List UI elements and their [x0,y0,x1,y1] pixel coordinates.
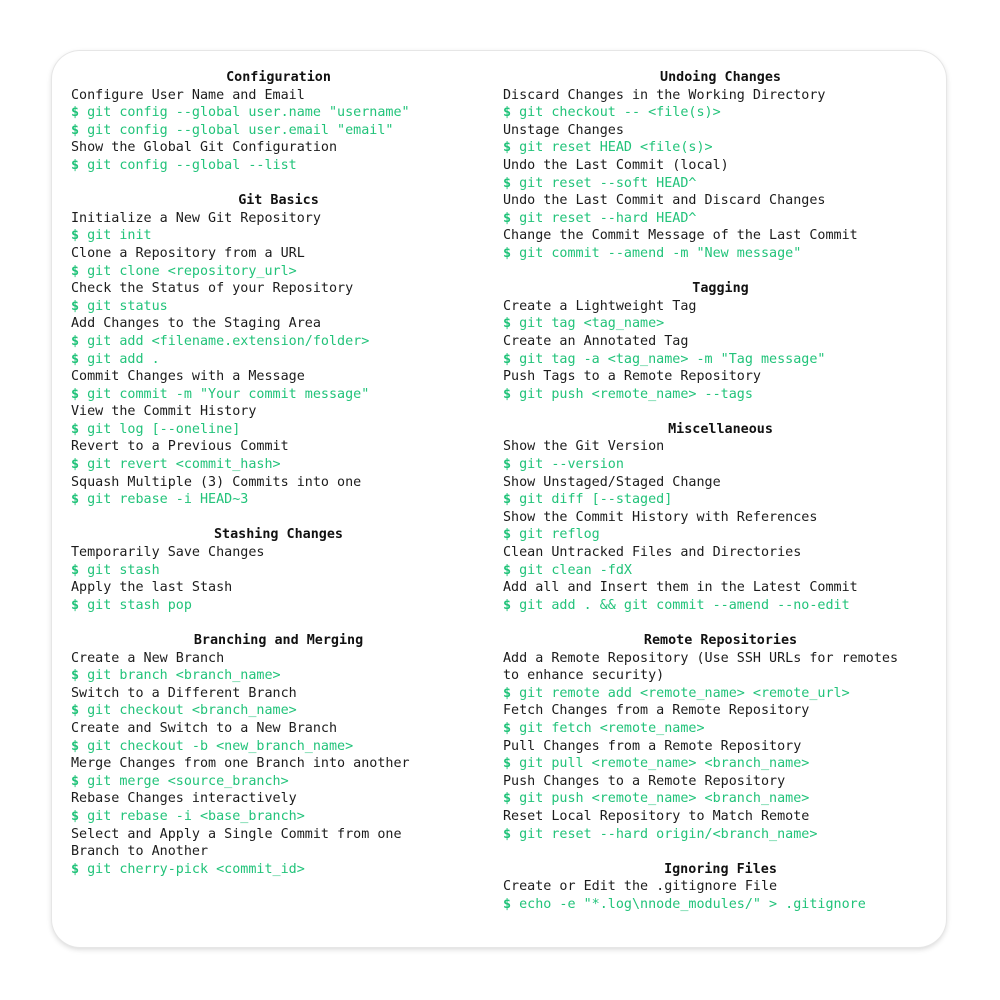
description-line: Create or Edit the .gitignore File [503,879,778,895]
description-line: to enhance security) [503,668,665,684]
command-text: git --version [519,457,624,473]
command-line [71,667,486,685]
command-text: git log [--oneline] [87,421,241,437]
command-text: git checkout -- <file(s)> [519,105,721,121]
command-line [71,263,486,281]
description-line: Temporarily Save Changes [71,545,265,561]
command-line [71,157,486,175]
command-text: git push <remote_name> <branch_name> [519,791,810,807]
section-title: Undoing Changes [660,70,781,85]
command-line [503,139,938,157]
command-text: git revert <commit_hash> [87,457,281,473]
command-text: git config --global user.name "username" [87,105,410,121]
prompt-symbol: $ [503,756,512,772]
prompt-symbol: $ [71,263,80,279]
section-spacer [503,263,938,281]
section-stashing-changes [71,526,486,614]
command-text: git reset --soft HEAD^ [519,175,697,191]
command-text: git checkout -b <new_branch_name> [87,738,354,754]
command-line [503,491,938,509]
prompt-symbol: $ [71,492,80,508]
prompt-symbol: $ [503,720,512,736]
command-text: git checkout <branch_name> [87,703,297,719]
left-column [71,69,486,878]
description-line: Check the Status of your Repository [71,281,354,297]
section-miscellaneous [503,421,938,615]
description-line: Rebase Changes interactively [71,791,297,807]
section-undoing-changes [503,69,938,263]
section-title: Configuration [226,70,331,85]
prompt-symbol: $ [503,826,512,842]
command-text: echo -e "*.log\nnode_modules/" > .gitignore [519,896,866,912]
command-line [71,386,486,404]
command-text: git cherry-pick <commit_id> [87,861,305,877]
prompt-symbol: $ [503,685,512,701]
description-line: Apply the last Stash [71,580,233,596]
description-line: Show the Global Git Configuration [71,140,338,156]
description-line: Branch to Another [71,844,209,860]
description-line: Change the Commit Message of the Last Commit [503,228,858,244]
command-line [503,826,938,844]
command-text: git fetch <remote_name> [519,720,705,736]
command-text: git remote add <remote_name> <remote_url> [519,685,850,701]
prompt-symbol: $ [503,457,512,473]
command-line [503,456,938,474]
command-text: git clean -fdX [519,562,632,578]
command-text: git diff [--staged] [519,492,673,508]
command-line [71,808,486,826]
section-spacer [71,614,486,632]
section-spacer [503,403,938,421]
section-title: Tagging [692,281,749,297]
prompt-symbol: $ [503,105,512,121]
prompt-symbol: $ [71,421,80,437]
prompt-symbol: $ [71,122,80,138]
section-spacer [503,843,938,861]
command-text: git config --global --list [87,157,297,173]
description-line: Create a Lightweight Tag [503,298,697,314]
command-text: git config --global user.email "email" [87,122,394,138]
command-line [71,491,486,509]
right-column [503,69,938,914]
prompt-symbol: $ [71,703,80,719]
description-line: Commit Changes with a Message [71,369,305,385]
command-text: git commit -m "Your commit message" [87,386,370,402]
prompt-symbol: $ [71,157,80,173]
description-line: Switch to a Different Branch [71,685,297,701]
command-line [71,597,486,615]
description-line: Show the Git Version [503,439,665,455]
prompt-symbol: $ [503,597,512,613]
command-line [503,245,938,263]
command-line [503,210,938,228]
prompt-symbol: $ [503,492,512,508]
command-line [503,790,938,808]
description-line: Add all and Insert them in the Latest Commit [503,580,858,596]
command-line [71,702,486,720]
prompt-symbol: $ [503,140,512,156]
section-title: Remote Repositories [643,633,798,648]
description-line: Fetch Changes from a Remote Repository [503,703,810,719]
section-ignoring-files [503,861,938,914]
command-line [71,333,486,351]
command-text: git status [87,298,168,314]
command-line [503,351,938,369]
description-line: Discard Changes in the Working Directory [503,87,826,103]
prompt-symbol: $ [71,457,80,473]
prompt-symbol: $ [71,738,80,754]
command-line [71,421,486,439]
prompt-symbol: $ [71,861,80,877]
description-line: Unstage Changes [503,122,624,138]
command-line [71,122,486,140]
command-line [71,351,486,369]
prompt-symbol: $ [503,562,512,578]
description-line: Show the Commit History with References [503,509,818,525]
command-text: git stash pop [87,597,192,613]
command-text: git stash [87,562,160,578]
description-line: Undo the Last Commit and Discard Changes [503,193,826,209]
prompt-symbol: $ [503,245,512,261]
prompt-symbol: $ [71,228,80,244]
prompt-symbol: $ [503,896,512,912]
prompt-symbol: $ [503,316,512,332]
description-line: View the Commit History [71,404,257,420]
description-line: Merge Changes from one Branch into another [71,756,410,772]
command-text: git push <remote_name> --tags [519,386,753,402]
description-line: Show Unstaged/Staged Change [503,474,721,490]
prompt-symbol: $ [71,668,80,684]
description-line: Select and Apply a Single Commit from one [71,826,402,842]
prompt-symbol: $ [71,808,80,824]
command-text: git reset --hard HEAD^ [519,210,697,226]
command-text: git reset --hard origin/<branch_name> [519,826,818,842]
command-line [503,562,938,580]
command-line [503,386,938,404]
description-line: Create and Switch to a New Branch [71,720,338,736]
prompt-symbol: $ [503,386,512,402]
description-line: Clone a Repository from a URL [71,245,305,261]
section-remote-repositories [503,632,938,843]
command-line [71,861,486,879]
command-text: git init [87,228,152,244]
command-line [503,896,938,914]
command-line [71,227,486,245]
command-line [503,315,938,333]
command-line [71,773,486,791]
section-branching-and-merging [71,632,486,878]
prompt-symbol: $ [71,597,80,613]
description-line: Undo the Last Commit (local) [503,157,729,173]
section-title: Stashing Changes [214,527,343,543]
command-text: git add . [87,351,160,367]
description-line: Add Changes to the Staging Area [71,316,321,332]
prompt-symbol: $ [71,386,80,402]
command-line [71,738,486,756]
section-spacer [71,175,486,193]
command-line [71,562,486,580]
section-title: Ignoring Files [664,861,777,877]
command-text: git reflog [519,527,600,543]
description-line: Reset Local Repository to Match Remote [503,808,810,824]
description-line: Push Tags to a Remote Repository [503,369,761,385]
description-line: Configure User Name and Email [71,87,305,103]
prompt-symbol: $ [71,105,80,121]
command-text: git tag -a <tag_name> -m "Tag message" [519,351,826,367]
command-text: git commit --amend -m "New message" [519,245,802,261]
command-text: git pull <remote_name> <branch_name> [519,756,810,772]
command-line [503,685,938,703]
description-line: Squash Multiple (3) Commits into one [71,474,362,490]
prompt-symbol: $ [71,773,80,789]
section-spacer [71,509,486,527]
section-title: Miscellaneous [668,421,773,437]
description-line: Add a Remote Repository (Use SSH URLs for remotes [503,650,899,666]
prompt-symbol: $ [71,351,80,367]
command-line [71,104,486,122]
git-cheatsheet-sticker [52,51,946,947]
section-configuration [71,69,486,175]
prompt-symbol: $ [503,791,512,807]
prompt-symbol: $ [503,351,512,367]
description-line: Create an Annotated Tag [503,333,689,349]
command-line [503,526,938,544]
description-line: Revert to a Previous Commit [71,439,289,455]
command-text: git rebase -i HEAD~3 [87,492,249,508]
description-line: Clean Untracked Files and Directories [503,545,802,561]
section-title: Branching and Merging [193,633,364,648]
description-line: Pull Changes from a Remote Repository [503,738,802,754]
command-line [71,298,486,316]
prompt-symbol: $ [503,210,512,226]
prompt-symbol: $ [71,333,80,349]
command-line [503,597,938,615]
command-text: git merge <source_branch> [87,773,289,789]
command-line [503,175,938,193]
prompt-symbol: $ [71,298,80,314]
section-spacer [503,614,938,632]
command-line [71,456,486,474]
command-text: git clone <repository_url> [87,263,297,279]
command-text: git reset HEAD <file(s)> [519,140,713,156]
prompt-symbol: $ [503,527,512,543]
section-git-basics [71,192,486,509]
description-line: Initialize a New Git Repository [71,210,321,226]
command-text: git branch <branch_name> [87,668,281,684]
prompt-symbol: $ [503,175,512,191]
command-text: git rebase -i <base_branch> [87,808,305,824]
prompt-symbol: $ [71,562,80,578]
command-line [503,720,938,738]
description-line: Push Changes to a Remote Repository [503,773,786,789]
command-text: git add . && git commit --amend --no-edit [519,597,850,613]
description-line: Create a New Branch [71,650,225,666]
command-text: git add <filename.extension/folder> [87,333,370,349]
command-text: git tag <tag_name> [519,316,665,332]
section-tagging [503,280,938,403]
section-title: Git Basics [238,193,319,209]
command-line [503,755,938,773]
command-line [503,104,938,122]
